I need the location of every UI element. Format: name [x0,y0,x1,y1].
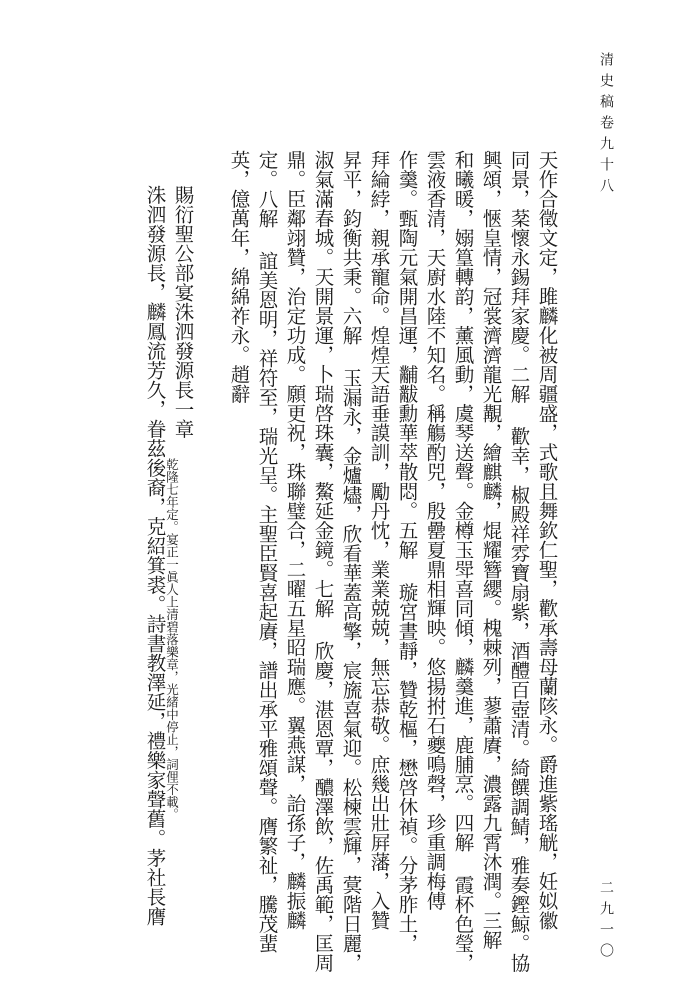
text-column-7: 拜綸綍，親承寵命。煌煌天語垂謨訓，勵丹忱，業業兢兢，無忘恭敬。庶幾出壯屛藩，入贊 [367,150,391,930]
text-column-1: 天作合徵文定，雎麟化被周疆盛，式歌且舞欽仁聖，歡承壽母蘭陔永。爵進紫瑤觥，妊姒徽 [535,150,559,930]
text-column-5: 雲液香清，天廚水陸不知名。稱觴酌兕，殷罍夏鼎相輝映。悠揚拊石夔鳴磬，珍重調梅傅 [423,150,447,911]
text-column-3: 興頌，愜皇情，冠裳濟濟龍光覯，繪麒麟，焜耀簪纓。槐棘列，蓼蕭賡，濃露九霄沐潤。三解 [479,150,503,950]
text-column-11: 定。八解 誼美恩明，祥符至，瑞光呈。主聖臣賢喜起賡，譜出承平雅頌聲。膺繁祉，騰茂蜚 [255,150,279,953]
section-note: 乾隆七年定。宴正一眞人上清碧落樂章，光緒中停止，詞俚不載。 [164,458,180,821]
text-column-2: 同景，棻懷永錫拜家慶。二解 歡幸，椒殿祥雰寶扇紫，酒醴百壺清。綺饌調鯖，雅奏鏗鯨。協 [507,150,531,973]
text-column-8: 昇平，鈞衡共秉。六解 玉漏永，金爐燼，欣看華蓋高擎，宸旒喜氣迎。松楝雲輝，蓂階日麗， [339,150,363,973]
running-title: 清史稿卷九十八 [598,52,614,199]
text-column-10: 鼎。臣鄰翊贊，治定功成。願更祝，珠聯璧合，二曜五星昭瑞應。翼燕謀，詒孫子，麟振麟 [283,150,307,930]
page-number: 二九一〇 [598,880,614,964]
text-column-9: 淑氣滿春城。天開景運，卜瑞啓珠囊，鰲延金鏡。七解 欣慶，湛恩覃，醲澤飲，佐禹範，匡周 [311,150,335,973]
section-title: 賜衍聖公部宴洙泗發源長一章 [171,185,195,439]
text-column-12: 英，億萬年，綿綿祚永。趙辭 [227,150,251,404]
text-column-13: 洙泗發源長，麟鳳流芳久，眷茲後裔，克紹箕裘。詩書教澤延，禮樂家聲舊。茅社長膺 [143,185,167,926]
text-column-4: 和曦暖，嫋篁轉韵，薰風動，虞琴送聲。金樽玉斝喜同傾，麟羹進，鹿脯烹。四解 霞杯色瑩， [451,150,475,973]
text-column-6: 作羹。甄陶元氣開昌運，黼黻勳華萃散悶。五解 璇宮晝靜，贊乾樞，懋啓休禎。分茅胙土， [395,150,419,953]
